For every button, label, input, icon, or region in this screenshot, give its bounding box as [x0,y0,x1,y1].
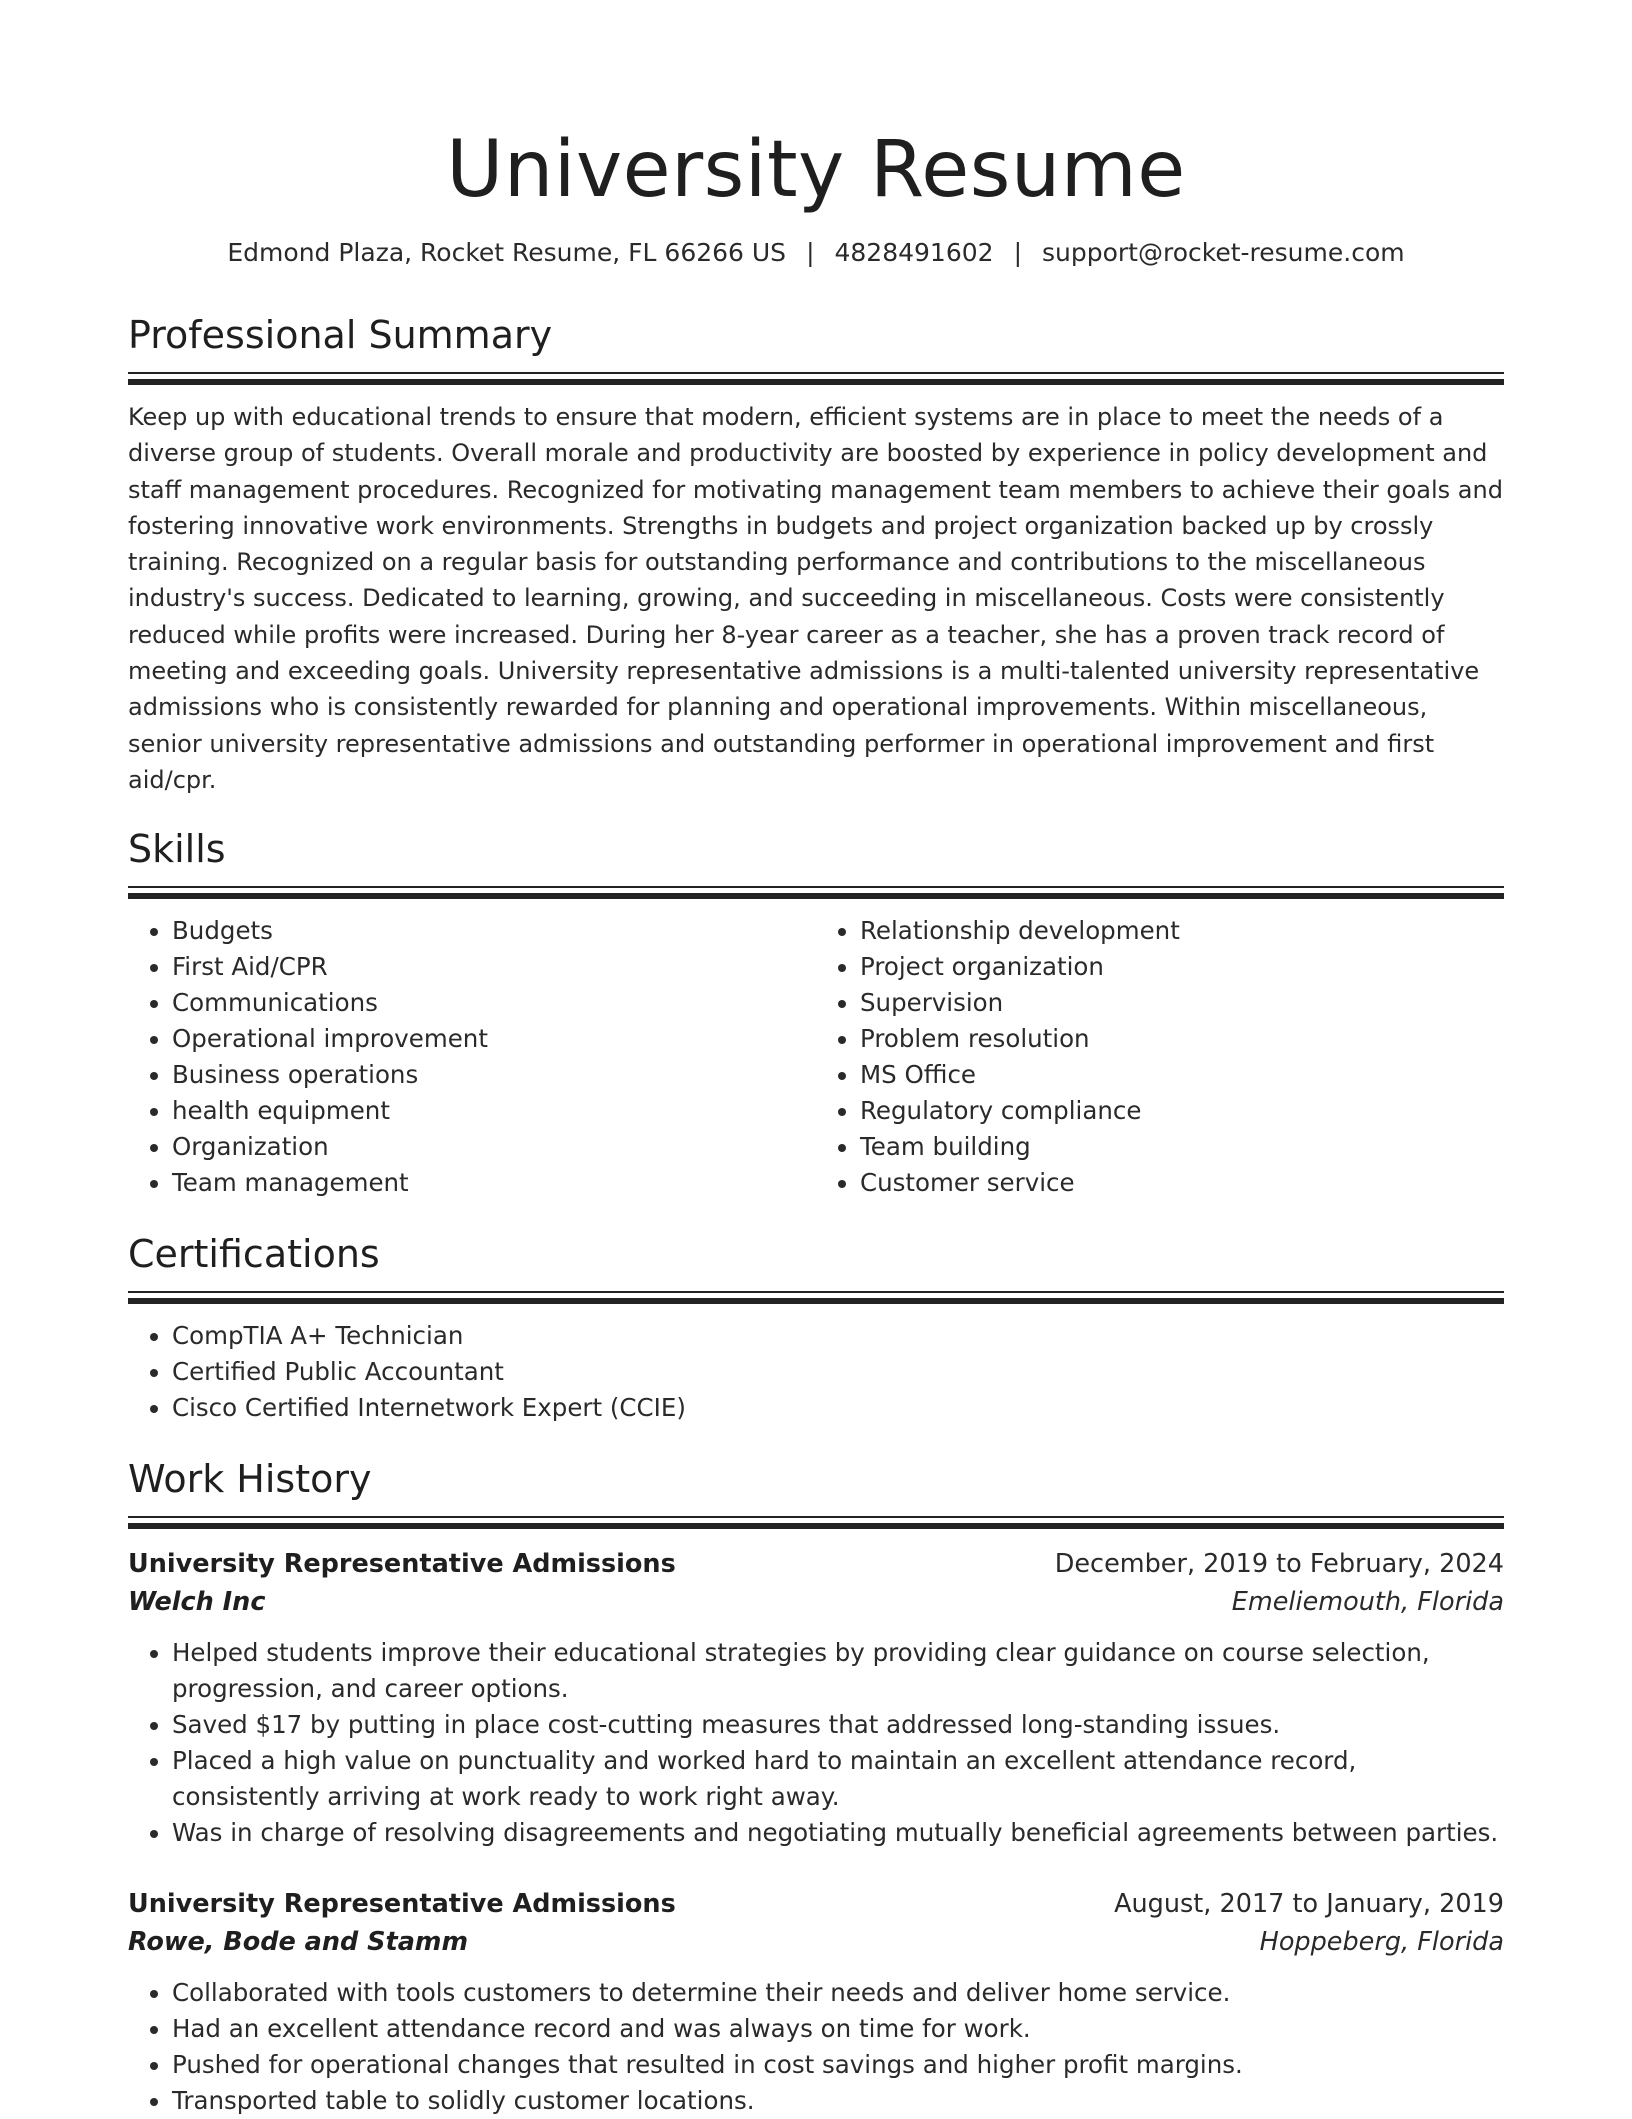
job-bullets [128,1975,1504,2119]
job-title: University Representative Admissions [128,1549,676,1580]
certifications-heading: Certifications [128,1232,380,1277]
job-bullet: • Had an excellent attendance record and was always on time for work. [172,2011,1504,2047]
job-bullet: • Saved $17 by putting in place cost-cutting measures that addressed long-standing issues. [172,1707,1504,1743]
skill-item: • MS Office [860,1057,1504,1093]
skill-item: • Team building [860,1129,1504,1165]
work-section-header [128,1456,1504,1529]
skill-item: • Relationship development [860,913,1504,949]
summary-heading: Professional Summary [128,313,553,357]
job-header [128,1545,1504,1583]
skills-list-right [816,913,1504,1201]
contact-phone: 4828491602 [834,238,994,267]
job-dates: December, 2019 to February, 2024 [1054,1549,1504,1580]
section-divider [128,886,1504,899]
job-location: Emeliemouth, Florida [1231,1587,1504,1618]
certifications-list [128,1318,1504,1426]
job-bullets [128,1635,1504,1851]
skills-heading: Skills [128,827,226,872]
skill-item: • Business operations [172,1057,816,1093]
skill-item: • Regulatory compliance [860,1093,1504,1129]
skills-section-header [128,826,1504,899]
skill-item: • Supervision [860,985,1504,1021]
job-bullet: • Helped students improve their educational strategies by providing clear guidance on course selection, progression, and career options. [172,1635,1504,1707]
skill-item: • Customer service [860,1165,1504,1201]
job-bullet: • Collaborated with tools customers to determine their needs and deliver home service. [172,1975,1504,2011]
job-entry [128,1545,1504,1851]
section-divider [128,1516,1504,1529]
certification-item: • CompTIA A+ Technician [172,1318,1504,1354]
skill-item: • health equipment [172,1093,816,1129]
job-entry [128,1885,1504,2119]
section-divider [128,1291,1504,1304]
job-bullet: • Was in charge of resolving disagreements and negotiating mutually beneficial agreements between parties. [172,1815,1504,1851]
summary-text: Keep up with educational trends to ensure that modern, efficient systems are in place to meet the needs of a diverse group of students. Overall morale and productivity are boosted by experience in policy development and staff management procedures. Recognized for motivating management team members to achieve their goals and fostering innovative work environments. Strengths in budgets and project organization backed up by crossly training. Recognized on a regular basis for outstanding performance and contributions to the miscellaneous industry's success. Dedicated to learning, growing, and succeeding in miscellaneous. Costs were consistently reduced while profits were increased. During her 8-year career as a teacher, she has a proven track record of meeting and exceeding goals. University representative admissions is a multi-talented university representative admissions who is consistently rewarded for planning and operational improvements. Within miscellaneous, senior university representative admissions and outstanding performer in operational improvement and first aid/cpr. [128,403,1503,794]
skill-item: • Communications [172,985,816,1021]
job-bullet: • Pushed for operational changes that resulted in cost savings and higher profit margins. [172,2047,1504,2083]
skill-item: • First Aid/CPR [172,949,816,985]
job-bullet: • Transported table to solidly customer locations. [172,2083,1504,2119]
skill-item: • Project organization [860,949,1504,985]
job-location: Hoppeberg, Florida [1259,1927,1504,1958]
skill-item: • Organization [172,1129,816,1165]
skill-item: • Team management [172,1165,816,1201]
section-divider [128,372,1504,385]
skill-item: • Budgets [172,913,816,949]
resume-name: University Resume [446,125,1186,215]
contact-address: Edmond Plaza, Rocket Resume, FL 66266 US [227,238,787,267]
job-subheader [128,1923,1504,1961]
job-bullet: • Placed a high value on punctuality and worked hard to maintain an excellent attendance record, consistently arriving at work ready to work right away. [172,1743,1504,1815]
contact-email: support@rocket-resume.com [1042,238,1405,267]
contact-separator: | [806,238,815,267]
job-subheader [128,1583,1504,1621]
job-employer: Welch Inc [128,1587,266,1618]
skill-item: • Operational improvement [172,1021,816,1057]
job-header [128,1885,1504,1923]
skills-columns [128,913,1504,1201]
summary-section-header [128,312,1504,385]
contact-line [128,236,1504,270]
skills-list-left [128,913,816,1201]
certification-item: • Certified Public Accountant [172,1354,1504,1390]
certification-item: • Cisco Certified Internetwork Expert (CCIE) [172,1390,1504,1426]
skill-item: • Problem resolution [860,1021,1504,1057]
job-dates: August, 2017 to January, 2019 [1114,1889,1504,1920]
job-title: University Representative Admissions [128,1889,676,1920]
job-employer: Rowe, Bode and Stamm [128,1927,469,1958]
certifications-section-header [128,1231,1504,1304]
work-heading: Work History [128,1457,372,1502]
contact-separator: | [1013,238,1022,267]
